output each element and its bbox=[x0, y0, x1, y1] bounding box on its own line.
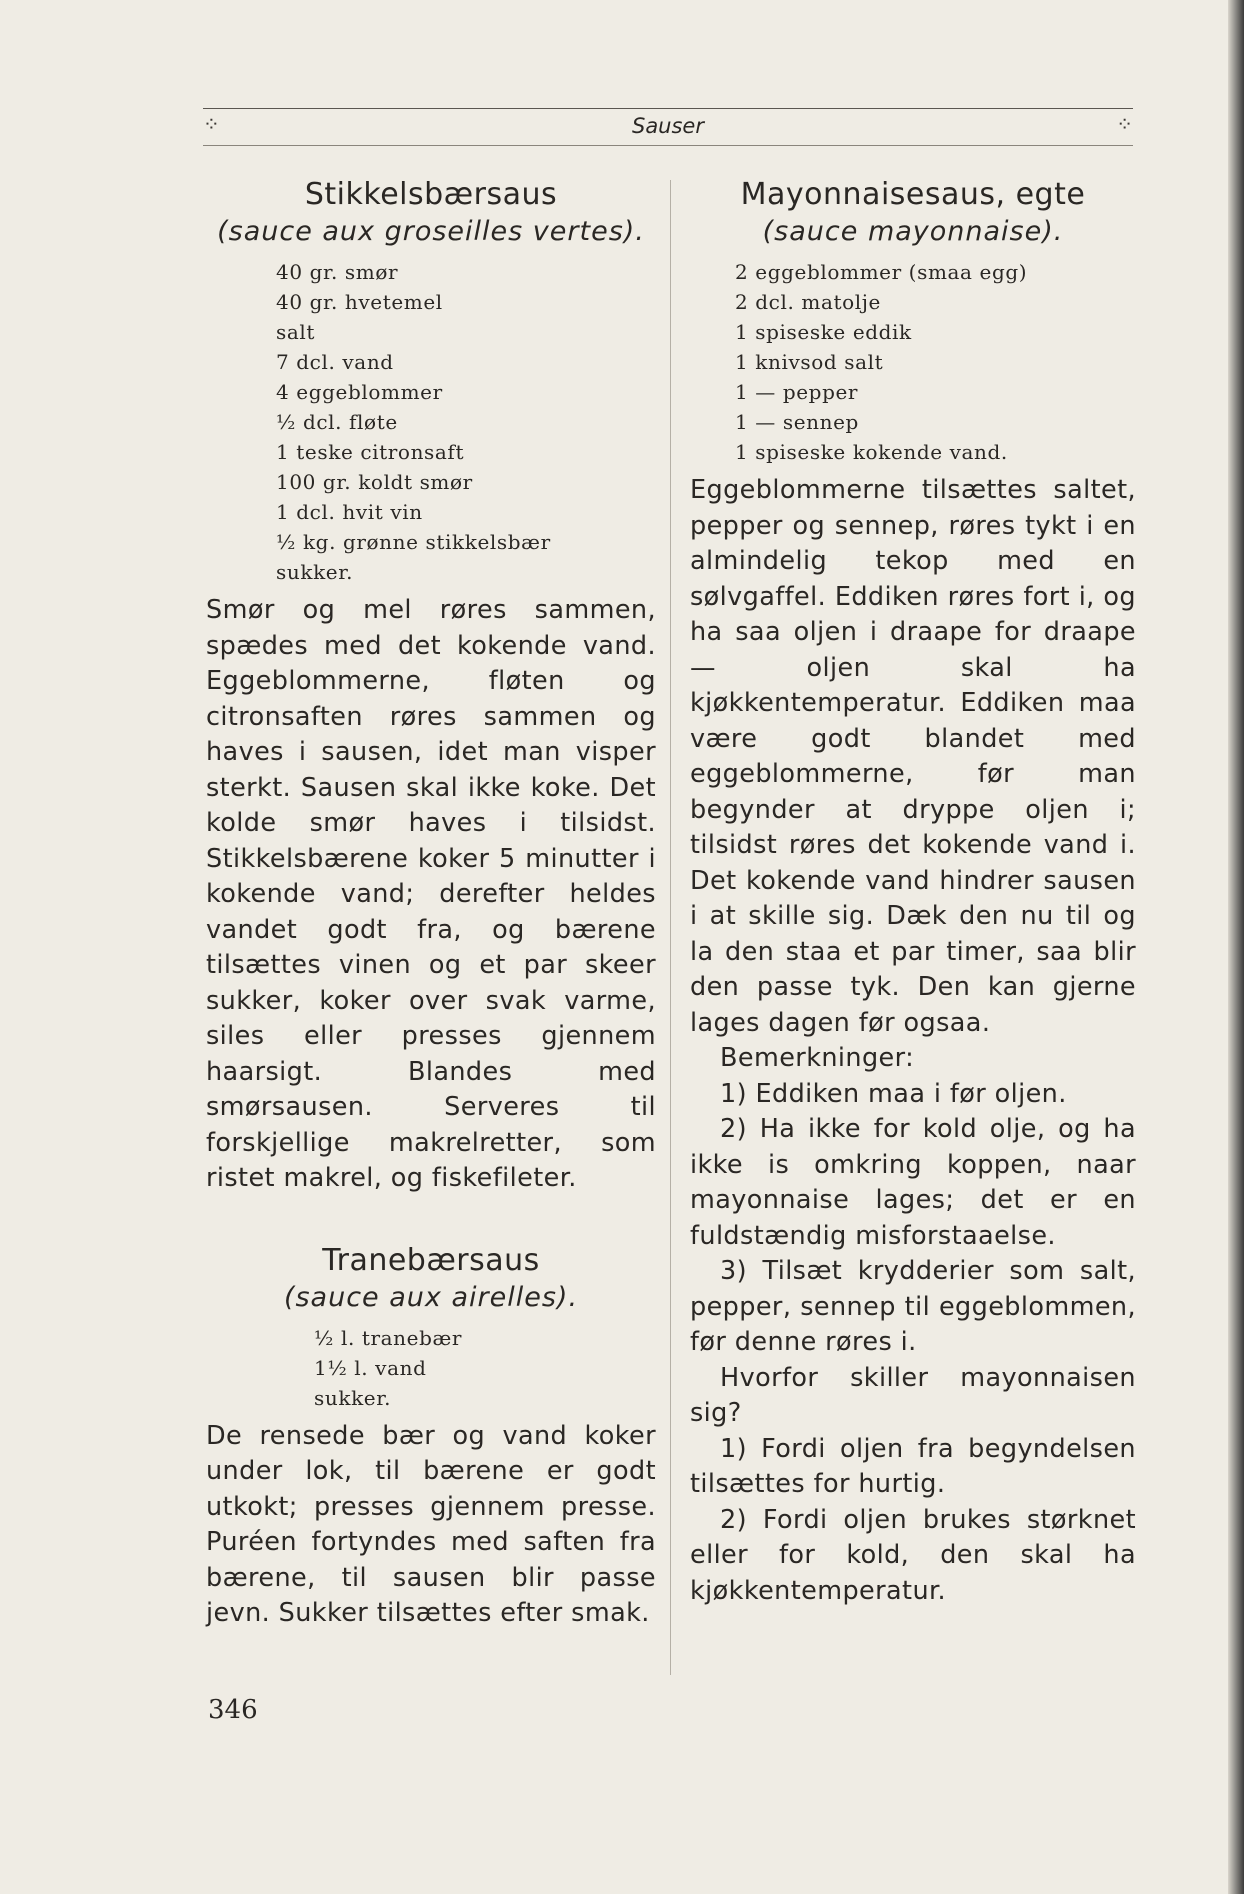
ingredient: 1 — pepper bbox=[735, 380, 859, 404]
column-divider bbox=[670, 180, 671, 1675]
ingredient: ½ kg. grønne stikkelsbær bbox=[276, 530, 551, 554]
remark-item: 3) Tilsæt krydderier som salt, pepper, sennep til eggeblommen, før denne røres i. bbox=[690, 1256, 1136, 1357]
ingredient: 1 dcl. hvit vin bbox=[276, 500, 423, 524]
ingredient-list bbox=[206, 1323, 656, 1413]
running-header bbox=[203, 108, 1133, 146]
question-heading: Hvorfor skiller mayonnaisen sig? bbox=[690, 1362, 1136, 1428]
ingredient: 4 eggeblommer bbox=[276, 380, 443, 404]
recipe-title: Tranebærsaus bbox=[322, 1242, 540, 1278]
ingredient: 1 spiseske kokende vand. bbox=[735, 440, 1008, 464]
ingredient: 1½ l. vand bbox=[314, 1355, 427, 1380]
recipe-title: Stikkelsbærsaus bbox=[304, 177, 558, 212]
ornament-left-icon: ⁘ bbox=[203, 112, 220, 136]
recipe-title: Mayonnaisesaus, egte bbox=[740, 177, 1086, 212]
ingredient: salt bbox=[276, 320, 316, 344]
ingredient: 1 teske citronsaft bbox=[276, 440, 465, 464]
ingredient: 1 spiseske eddik bbox=[735, 320, 912, 344]
remarks-heading: Bemerkninger: bbox=[720, 1043, 915, 1073]
answer-item: 2) Fordi oljen brukes størknet eller for kold, den skal ha kjøkkentemperatur. bbox=[690, 1504, 1136, 1606]
recipe-subtitle: (sauce aux groseilles vertes). bbox=[217, 216, 645, 247]
ingredient-list bbox=[206, 257, 656, 587]
ornament-right-icon: ⁘ bbox=[1116, 112, 1133, 136]
ingredient: sukker. bbox=[276, 560, 354, 584]
recipe-subtitle: (sauce mayonnaise). bbox=[762, 216, 1064, 247]
ingredient: ½ dcl. fløte bbox=[276, 410, 398, 434]
answer-item: 1) Fordi oljen fra begyndelsen tilsættes for hurtig. bbox=[690, 1433, 1136, 1499]
page-edge bbox=[1228, 0, 1244, 1894]
right-column bbox=[690, 175, 1136, 1609]
remark-item: 2) Ha ikke for kold olje, og ha ikke is omkring koppen, naar mayonnaise lages; det er en fuldstændig misforstaaelse. bbox=[690, 1114, 1136, 1251]
ingredient: ½ l. tranebær bbox=[314, 1325, 463, 1350]
recipe-subtitle: (sauce aux airelles). bbox=[283, 1281, 579, 1313]
ingredient: 40 gr. smør bbox=[276, 260, 399, 284]
recipe-instructions: Eggeblommerne tilsættes saltet, pepper og sennep, røres tykt i en almindelig tekop med en sølvgaffel. Eddiken røres fort i, og ha saa oljen i draape for draape — oljen skal ha kjøkkentemperatur. Eddiken maa være godt blandet med eggeblommerne, før man begynder at dryppe oljen i; tilsidst røres det kokende vand i. Det kokende vand hindrer sausen i at skille sig. Dæk den nu til og la den staa et par timer, saa blir den passe tyk. Den kan gjerne lages dagen før ogsaa. bbox=[690, 475, 1136, 1038]
page-number: 346 bbox=[208, 1695, 258, 1725]
ingredient: 100 gr. koldt smør bbox=[276, 470, 473, 494]
ingredient: 2 eggeblommer (smaa egg) bbox=[735, 260, 1028, 284]
remark-item: 1) Eddiken maa i før oljen. bbox=[720, 1078, 1067, 1109]
recipe-instructions: De rensede bær og vand koker under lok, til bærene er godt utkokt; presses gjennem presse. Puréen fortyndes med saften fra bærene, til sausen blir passe jevn. Sukker tilsættes efter smak. bbox=[206, 1420, 656, 1628]
section-title: Sauser bbox=[631, 114, 704, 138]
ingredient: sukker. bbox=[314, 1385, 392, 1410]
ingredient-list bbox=[690, 257, 1136, 467]
ingredient: 2 dcl. matolje bbox=[735, 290, 881, 314]
recipe-instructions: Smør og mel røres sammen, spædes med det kokende vand. Eggeblommerne, fløten og citronsaften røres sammen og haves i sausen, idet man visper sterkt. Sausen skal ikke koke. Det kolde smør haves i tilsidst. Stikkelsbærene koker 5 minutter i kokende vand; derefter heldes vandet godt fra, og bærene tilsættes vinen og et par skeer sukker, koker over svak varme, siles eller presses gjennem haarsigt. Blandes med smørsausen. Serveres til forskjellige makrelretter, som ristet makrel, og fiskefileter. bbox=[206, 595, 656, 1193]
left-column bbox=[206, 175, 656, 1632]
ingredient: 1 knivsod salt bbox=[735, 350, 884, 374]
ingredient: 1 — sennep bbox=[735, 410, 859, 434]
ingredient: 7 dcl. vand bbox=[276, 350, 394, 374]
ingredient: 40 gr. hvetemel bbox=[276, 290, 443, 314]
